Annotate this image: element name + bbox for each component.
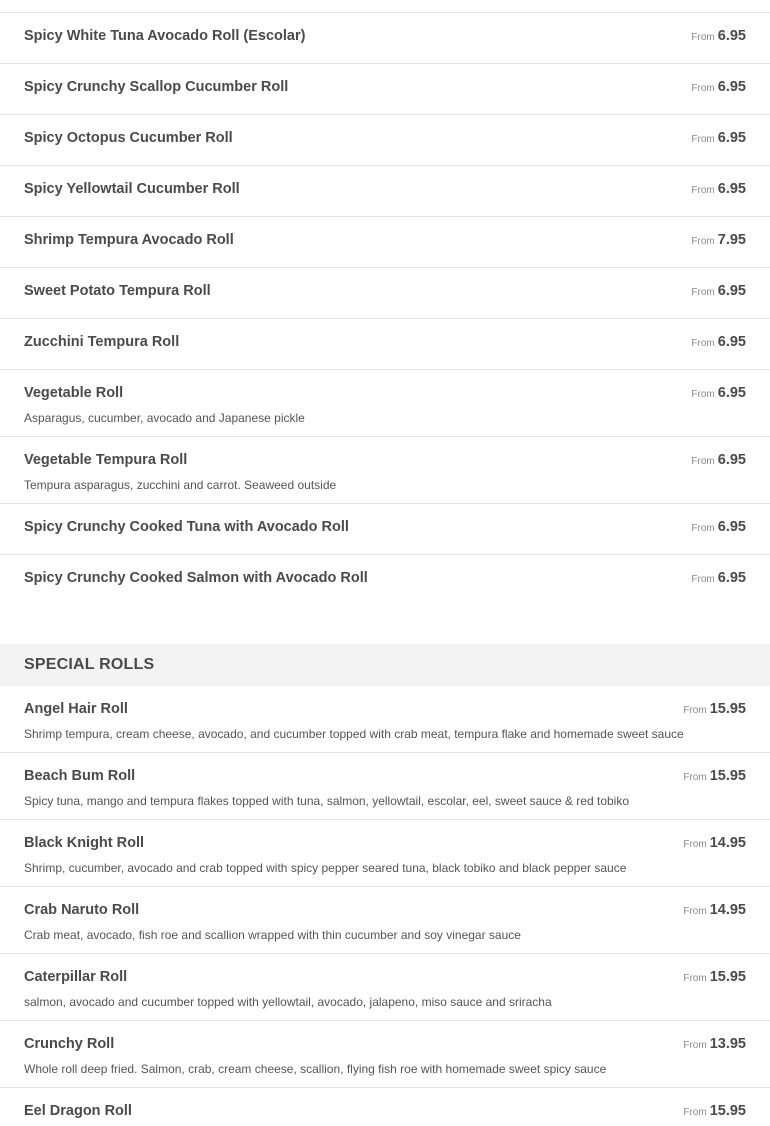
menu-item[interactable] <box>0 954 770 1021</box>
item-description: Whole roll deep fried. Salmon, crab, cream cheese, scallion, flying fish roe with homemade sweet spicy sauce <box>24 1062 607 1076</box>
item-price <box>691 129 746 149</box>
item-name: Spicy Crunchy Cooked Tuna with Avocado Roll <box>24 519 349 535</box>
item-price <box>683 1102 746 1122</box>
item-name: Angel Hair Roll <box>24 701 128 717</box>
price-value: 14.95 <box>709 835 746 851</box>
from-label: From <box>691 32 715 43</box>
item-price <box>691 451 746 471</box>
menu-item[interactable] <box>0 820 770 887</box>
price-value: 6.95 <box>717 181 746 197</box>
price-value: 6.95 <box>717 570 746 586</box>
item-description: Spicy tuna, mango and tempura flakes topped with tuna, salmon, yellowtail, escolar, eel, sweet sauce & red tobiko <box>24 794 630 808</box>
item-price <box>683 968 746 988</box>
from-label: From <box>683 839 707 850</box>
item-name: Spicy Crunchy Cooked Salmon with Avocado Roll <box>24 570 368 586</box>
item-price <box>683 1035 746 1055</box>
menu-item[interactable] <box>0 370 770 437</box>
price-value: 15.95 <box>709 768 746 784</box>
from-label: From <box>683 973 707 984</box>
from-label: From <box>691 574 715 585</box>
item-name: Crunchy Roll <box>24 1036 115 1052</box>
from-label: From <box>691 389 715 400</box>
item-price <box>691 231 746 251</box>
item-name: Shrimp Tempura Avocado Roll <box>24 232 234 248</box>
menu-item[interactable] <box>0 887 770 954</box>
item-name: Eel Dragon Roll <box>24 1103 132 1119</box>
price-value: 15.95 <box>709 701 746 717</box>
item-description: Shrimp tempura, cream cheese, avocado, and cucumber topped with crab meat, tempura flake and homemade sweet sauce <box>24 727 684 741</box>
from-label: From <box>691 185 715 196</box>
section-header-special-rolls <box>0 644 770 686</box>
menu-item[interactable] <box>0 217 770 268</box>
item-price <box>691 78 746 98</box>
price-value: 6.95 <box>717 130 746 146</box>
menu-item[interactable] <box>0 13 770 64</box>
from-label: From <box>683 906 707 917</box>
item-price <box>691 569 746 589</box>
item-price <box>683 700 746 720</box>
price-value: 15.95 <box>709 969 746 985</box>
from-label: From <box>683 1040 707 1051</box>
menu-item[interactable] <box>0 504 770 555</box>
price-value: 6.95 <box>717 28 746 44</box>
item-name: Crab Naruto Roll <box>24 902 140 918</box>
item-name: Sweet Potato Tempura Roll <box>24 283 211 299</box>
item-price <box>683 834 746 854</box>
from-label: From <box>683 1107 707 1118</box>
item-description: salmon, avocado and cucumber topped with yellowtail, avocado, jalapeno, miso sauce and sriracha <box>24 995 552 1009</box>
item-description: Asparagus, cucumber, avocado and Japanese pickle <box>24 411 305 425</box>
price-value: 6.95 <box>717 385 746 401</box>
item-name: Spicy Octopus Cucumber Roll <box>24 130 233 146</box>
section-title: SPECIAL ROLLS <box>24 656 155 673</box>
from-label: From <box>691 338 715 349</box>
menu-item[interactable] <box>0 437 770 504</box>
item-name: Vegetable Tempura Roll <box>24 452 188 468</box>
price-value: 6.95 <box>717 334 746 350</box>
from-label: From <box>691 523 715 534</box>
price-value: 14.95 <box>709 902 746 918</box>
item-name: Vegetable Roll <box>24 385 124 401</box>
top-divider <box>0 0 770 13</box>
menu-item[interactable] <box>0 753 770 820</box>
item-name: Spicy Yellowtail Cucumber Roll <box>24 181 240 197</box>
item-price <box>691 518 746 538</box>
item-name: Zucchini Tempura Roll <box>24 334 180 350</box>
from-label: From <box>683 705 707 716</box>
menu-item[interactable] <box>0 166 770 217</box>
item-name: Caterpillar Roll <box>24 969 128 985</box>
item-price <box>683 901 746 921</box>
item-name: Beach Bum Roll <box>24 768 136 784</box>
menu-item[interactable] <box>0 115 770 166</box>
item-description: Tempura asparagus, zucchini and carrot. Seaweed outside <box>24 478 337 492</box>
item-name: Spicy Crunchy Scallop Cucumber Roll <box>24 79 289 95</box>
item-name: Black Knight Roll <box>24 835 145 851</box>
menu-item[interactable] <box>0 268 770 319</box>
menu-item[interactable] <box>0 686 770 753</box>
from-label: From <box>691 456 715 467</box>
menu-item[interactable] <box>0 555 770 606</box>
from-label: From <box>691 83 715 94</box>
item-price <box>691 282 746 302</box>
menu-item[interactable] <box>0 1021 770 1088</box>
item-price <box>691 333 746 353</box>
item-price <box>691 27 746 47</box>
price-value: 6.95 <box>717 519 746 535</box>
item-name: Spicy White Tuna Avocado Roll (Escolar) <box>24 28 306 44</box>
from-label: From <box>691 287 715 298</box>
item-price <box>683 767 746 787</box>
from-label: From <box>683 772 707 783</box>
price-value: 6.95 <box>717 452 746 468</box>
item-description: Crab meat, avocado, fish roe and scallion wrapped with thin cucumber and soy vinegar sauce <box>24 928 521 942</box>
price-value: 15.95 <box>709 1103 746 1119</box>
from-label: From <box>691 236 715 247</box>
item-price <box>691 384 746 404</box>
item-description: Shrimp, cucumber, avocado and crab topped with spicy pepper seared tuna, black tobiko and black pepper sauce <box>24 861 627 875</box>
menu-item[interactable] <box>0 1088 770 1126</box>
price-value: 13.95 <box>709 1036 746 1052</box>
price-value: 6.95 <box>717 283 746 299</box>
section-spacer <box>0 606 770 644</box>
item-price <box>691 180 746 200</box>
menu-item[interactable] <box>0 64 770 115</box>
from-label: From <box>691 134 715 145</box>
menu-item[interactable] <box>0 319 770 370</box>
price-value: 6.95 <box>717 79 746 95</box>
price-value: 7.95 <box>717 232 746 248</box>
